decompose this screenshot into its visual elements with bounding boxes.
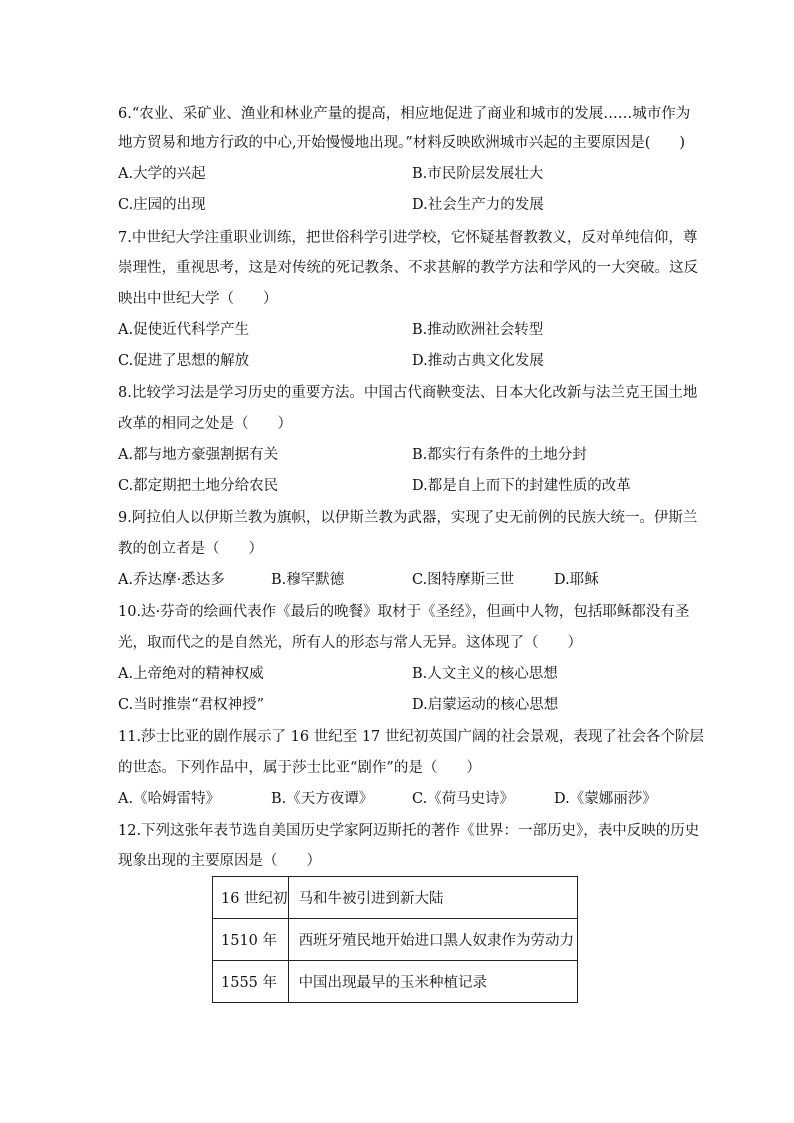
table-row (213, 877, 578, 919)
question-7-stem-line-3: 映出中世纪大学（ ） (118, 291, 278, 307)
question-12-stem-line-2: 现象出现的主要原因是（ ） (118, 853, 321, 869)
question-11-option-b: B.《天方夜谭》 (271, 791, 374, 807)
question-6-option-b: B.市民阶层发展壮大 (412, 166, 544, 182)
question-9-option-a: A.乔达摩·悉达多 (118, 572, 225, 588)
question-8-stem-line-2: 改革的相同之处是（ ） (118, 416, 292, 432)
question-8-stem-line-1: 8.比较学习法是学习历史的重要方法。中国古代商鞅变法、日本大化改新与法兰克王国土地 (118, 385, 698, 401)
question-6-option-a: A.大学的兴起 (118, 166, 206, 182)
question-10-option-a: A.上帝绝对的精神权威 (118, 666, 264, 682)
table-cell-event: 中国出现最早的玉米种植记录 (288, 961, 577, 1003)
chronology-table (212, 876, 578, 1003)
table-cell-time: 1510 年 (213, 919, 289, 961)
table-cell-event: 西班牙殖民地开始进口黑人奴隶作为劳动力 (288, 919, 577, 961)
question-6-option-d: D.社会生产力的发展 (412, 197, 544, 213)
question-7-option-c: C.促进了思想的解放 (118, 353, 250, 369)
question-12-stem-line-1: 12.下列这张年表节选自美国历史学家阿迈斯托的著作《世界：一部历史》，表中反映的历史 (118, 823, 700, 839)
question-11-option-d: D.《蒙娜丽莎》 (554, 791, 657, 807)
table-cell-time: 16 世纪初 (213, 877, 289, 919)
question-7-stem-line-1: 7.中世纪大学注重职业训练，把世俗科学引进学校，它怀疑基督教教义，反对单纯信仰，尊 (118, 230, 698, 246)
question-8-option-c: C.都定期把土地分给农民 (118, 478, 279, 494)
question-11-option-a: A.《哈姆雷特》 (118, 791, 221, 807)
table-row (213, 919, 578, 961)
table-row (213, 961, 578, 1003)
question-10-stem-line-2: 光，取而代之的是自然光，所有人的形态与常人无异。这体现了（ ） (118, 635, 582, 651)
question-10-option-c: C.当时推崇“君权神授” (118, 697, 265, 713)
question-7-stem-line-2: 崇理性，重视思考，这是对传统的死记教条、不求甚解的教学方法和学风的一大突破。这反 (118, 260, 698, 276)
table-cell-event: 马和牛被引进到新大陆 (288, 877, 577, 919)
table-cell-time: 1555 年 (213, 961, 289, 1003)
question-8-option-b: B.都实行有条件的土地分封 (412, 447, 587, 463)
question-9-stem-line-2: 教的创立者是（ ） (118, 541, 263, 557)
question-9-option-b: B.穆罕默德 (271, 572, 345, 588)
question-11-stem-line-1: 11.莎士比亚的剧作展示了 16 世纪至 17 世纪初英国广阔的社会景观，表现了社会各个阶层 (118, 729, 704, 745)
question-7-option-d: D.推动古典文化发展 (412, 353, 544, 369)
question-8-option-a: A.都与地方豪强割据有关 (118, 447, 279, 463)
question-6-stem-line-2: 地方贸易和地方行政的中心,开始慢慢地出现。”材料反映欧洲城市兴起的主要原因是( ) (118, 135, 686, 151)
question-11-option-c: C.《荷马史诗》 (412, 791, 515, 807)
question-9-stem-line-1: 9.阿拉伯人以伊斯兰教为旗帜，以伊斯兰教为武器，实现了史无前例的民族大统一。伊斯兰 (118, 510, 698, 526)
question-7-option-a: A.促使近代科学产生 (118, 322, 250, 338)
question-9-option-c: C.图特摩斯三世 (412, 572, 515, 588)
question-11-stem-line-2: 的世态。下列作品中，属于莎士比亚“剧作”的是（ ） (118, 760, 481, 776)
question-10-option-b: B.人文主义的核心思想 (412, 666, 558, 682)
question-9-option-d: D.耶稣 (554, 572, 599, 588)
question-10-stem-line-1: 10.达·芬奇的绘画代表作《最后的晚餐》取材于《圣经》，但画中人物，包括耶稣都没有圣 (118, 604, 690, 620)
question-6-option-c: C.庄园的出现 (118, 197, 206, 213)
question-10-option-d: D.启蒙运动的核心思想 (412, 697, 559, 713)
question-7-option-b: B.推动欧洲社会转型 (412, 322, 544, 338)
question-6-stem-line-1: 6.“农业、采矿业、渔业和林业产量的提高，相应地促进了商业和城市的发展……城市作为 (118, 106, 691, 122)
question-8-option-d: D.都是自上而下的封建性质的改革 (412, 478, 631, 494)
